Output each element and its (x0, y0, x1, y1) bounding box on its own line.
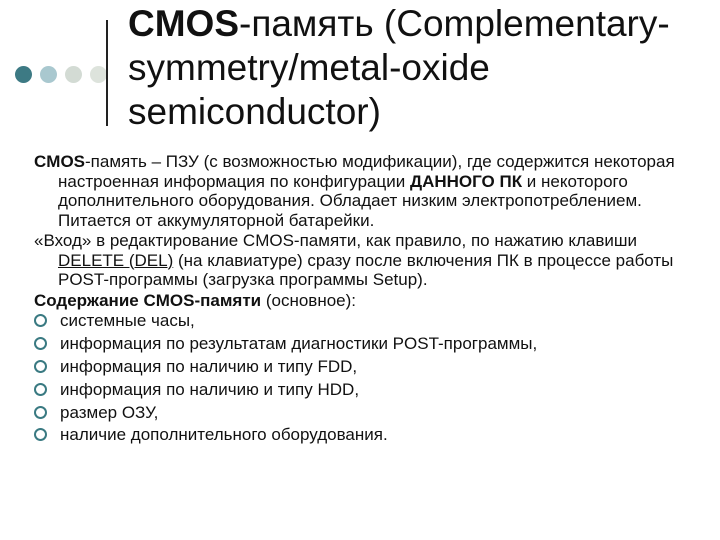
list-item (34, 311, 700, 331)
bullet-ring-icon (34, 428, 47, 441)
list-item (34, 380, 700, 400)
dot-icon (65, 66, 82, 83)
paragraph-entry (34, 231, 700, 290)
text: (основное): (261, 290, 357, 310)
list-item-text: информация по результатам диагностики POST-программы, (60, 333, 538, 353)
list-item (34, 357, 700, 377)
title-bold: CMOS (128, 3, 239, 44)
list-item-text: информация по наличию и типу FDD, (60, 356, 358, 376)
paragraph-definition (34, 152, 700, 230)
bullet-ring-icon (34, 406, 47, 419)
title-rest: -память (Complementary-symmetry/metal-oxide semiconductor) (128, 3, 670, 132)
page-title (128, 2, 708, 134)
text: «Вход» в редактирование CMOS-памяти, как правило, по нажатию клавиши (34, 231, 638, 250)
list-item (34, 425, 700, 445)
text-bold: ДАННОГО ПК (409, 171, 523, 191)
list-item (34, 403, 700, 423)
dot-icon (15, 66, 32, 83)
list-item (34, 334, 700, 354)
list-item-text: размер ОЗУ, (60, 402, 159, 422)
slide-body (34, 152, 700, 448)
text: и некоторого дополнительного оборудования. Обладает низким электропотреблением. Питается от аккумуляторной батарейки. (58, 171, 642, 230)
bullet-ring-icon (34, 383, 47, 396)
dot-icon (40, 66, 57, 83)
text-underlined: DELETE (DEL) (58, 250, 174, 270)
text-bold: Содержание CMOS-памяти (34, 290, 262, 310)
text-bold: CMOS (34, 152, 85, 171)
paragraph-contents-heading (34, 291, 700, 311)
list-item-text: наличие дополнительного оборудования. (60, 425, 388, 445)
text: -память – ПЗУ (с возможностью модификации), где содержится некоторая настроенная информация по конфигурации (58, 152, 675, 191)
bullet-ring-icon (34, 337, 47, 350)
list-item-text: информация по наличию и типу HDD, (60, 379, 360, 399)
dot-icon (90, 66, 107, 83)
title-divider (106, 20, 108, 126)
text: (на клавиатуре) сразу после включения ПК в процессе работы POST-программы (загрузка программы Setup). (58, 250, 674, 289)
bullet-ring-icon (34, 360, 47, 373)
bullet-ring-icon (34, 314, 47, 327)
list-item-text: системные часы, (60, 311, 195, 330)
